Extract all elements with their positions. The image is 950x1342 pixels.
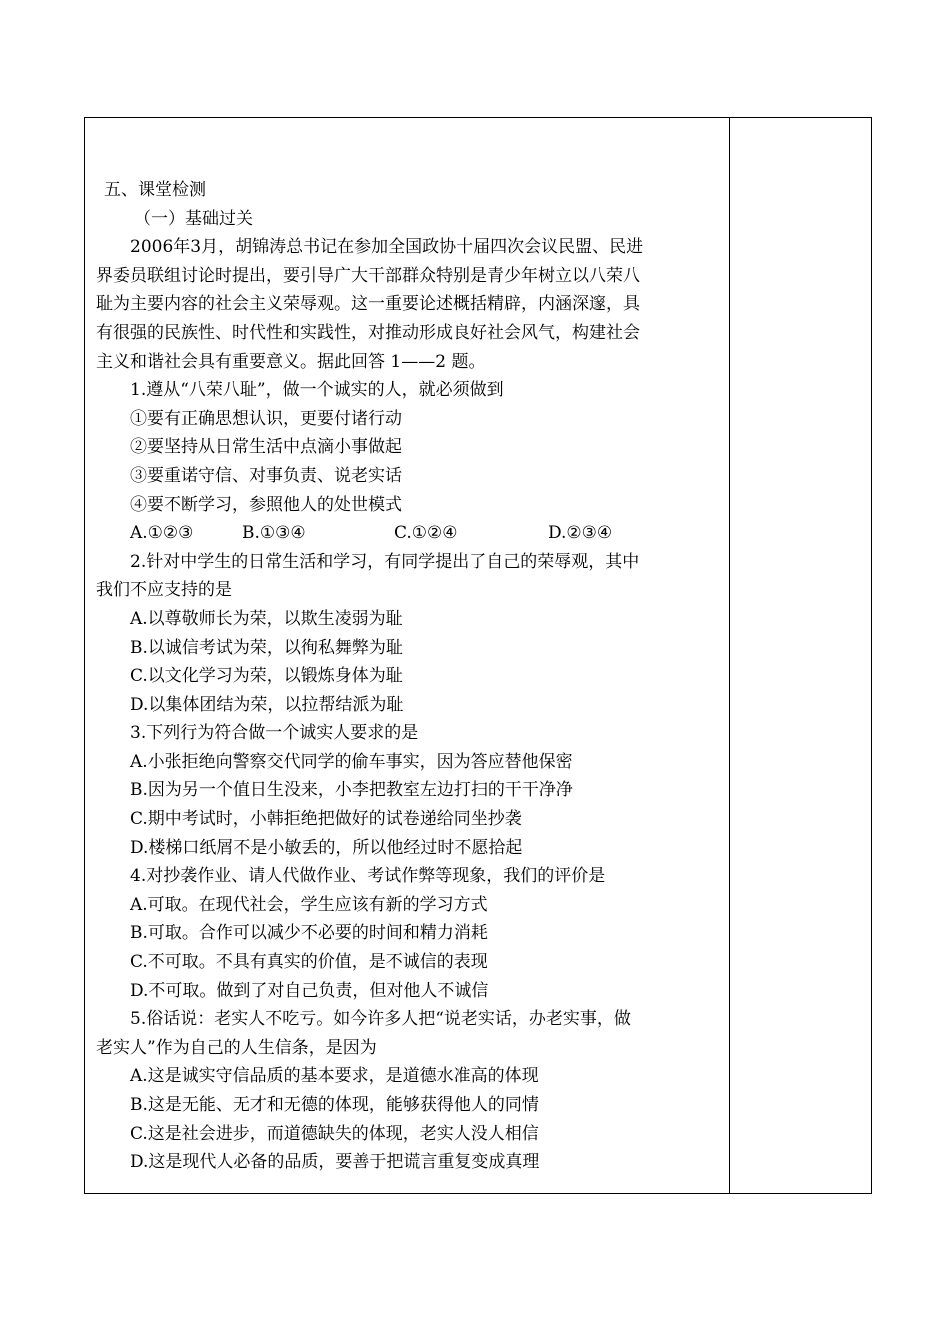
q4-option: C.不可取。不具有真实的价值，是不诚信的表现 [130,952,488,973]
q2-stem-cont: 我们不应支持的是 [96,580,232,601]
q5-option: A.这是诚实守信品质的基本要求，是道德水准高的体现 [130,1066,539,1087]
q5-option: D.这是现代人必备的品质，要善于把谎言重复变成真理 [130,1152,540,1173]
q1-options [96,519,722,548]
passage-line: 2006年3月，胡锦涛总书记在参加全国政协十届四次会议民盟、民进 [130,237,644,258]
q1-stem: 1.遵从“八荣八耻”，做一个诚实的人，就必须做到 [130,380,504,401]
q1-option-c: C.①②④ [394,523,458,544]
q1-item: ②要坚持从日常生活中点滴小事做起 [130,437,402,458]
q1-item: ①要有正确思想认识，更要付诸行动 [130,408,402,429]
q3-option: B.因为另一个值日生没来，小李把教室左边打扫的干干净净 [130,780,573,801]
q4-option: D.不可取。做到了对自己负责，但对他人不诚信 [130,980,489,1001]
passage-line: 界委员联组讨论时提出，要引导广大干部群众特别是青少年树立以八荣八 [96,265,640,286]
q1-item: ③要重诺守信、对事负责、说老实话 [130,465,402,486]
q1-option-d: D.②③④ [548,523,613,544]
q5-stem-cont: 老实人”作为自己的人生信条，是因为 [96,1037,377,1058]
q2-option: C.以文化学习为荣，以锻炼身体为耻 [130,666,403,687]
q3-option: C.期中考试时，小韩拒绝把做好的试卷递给同坐抄袭 [130,809,522,830]
q4-stem: 4.对抄袭作业、请人代做作业、考试作弊等现象，我们的评价是 [130,866,606,887]
passage-line: 耻为主要内容的社会主义荣辱观。这一重要论述概括精辟，内涵深邃，具 [96,294,640,315]
q1-item: ④要不断学习，参照他人的处世模式 [130,494,402,515]
worksheet-content [96,176,722,1177]
passage-line: 主义和谐社会具有重要意义。据此回答 1——2 题。 [96,351,486,372]
q2-option: D.以集体团结为荣，以拉帮结派为耻 [130,694,404,715]
q1-option-a: A.①②③ [130,523,194,544]
q5-option: C.这是社会进步，而道德缺失的体现，老实人没人相信 [130,1123,539,1144]
q3-stem: 3.下列行为符合做一个诚实人要求的是 [130,723,419,744]
passage-line: 有很强的民族性、时代性和实践性，对推动形成良好社会风气，构建社会 [96,322,640,343]
q3-option: D.楼梯口纸屑不是小敏丢的，所以他经过时不愿拾起 [130,837,523,858]
section-title: 五、课堂检测 [104,180,206,200]
q2-stem: 2.针对中学生的日常生活和学习，有同学提出了自己的荣辱观，其中 [130,551,640,572]
q3-option: A.小张拒绝向警察交代同学的偷车事实，因为答应替他保密 [130,751,573,772]
q5-stem: 5.俗话说：老实人不吃亏。如今许多人把“说老实话，办老实事，做 [130,1009,631,1030]
q1-option-b: B.①③④ [242,523,306,544]
q2-option: B.以诚信考试为荣，以徇私舞弊为耻 [130,637,403,658]
subsection-title: （一）基础过关 [134,208,253,229]
q2-option: A.以尊敬师长为荣，以欺生凌弱为耻 [130,608,403,629]
q4-option: B.可取。合作可以减少不必要的时间和精力消耗 [130,923,488,944]
q5-option: B.这是无能、无才和无德的体现，能够获得他人的同情 [130,1095,539,1115]
q4-option: A.可取。在现代社会，学生应该有新的学习方式 [130,894,488,915]
column-divider [729,117,730,1194]
